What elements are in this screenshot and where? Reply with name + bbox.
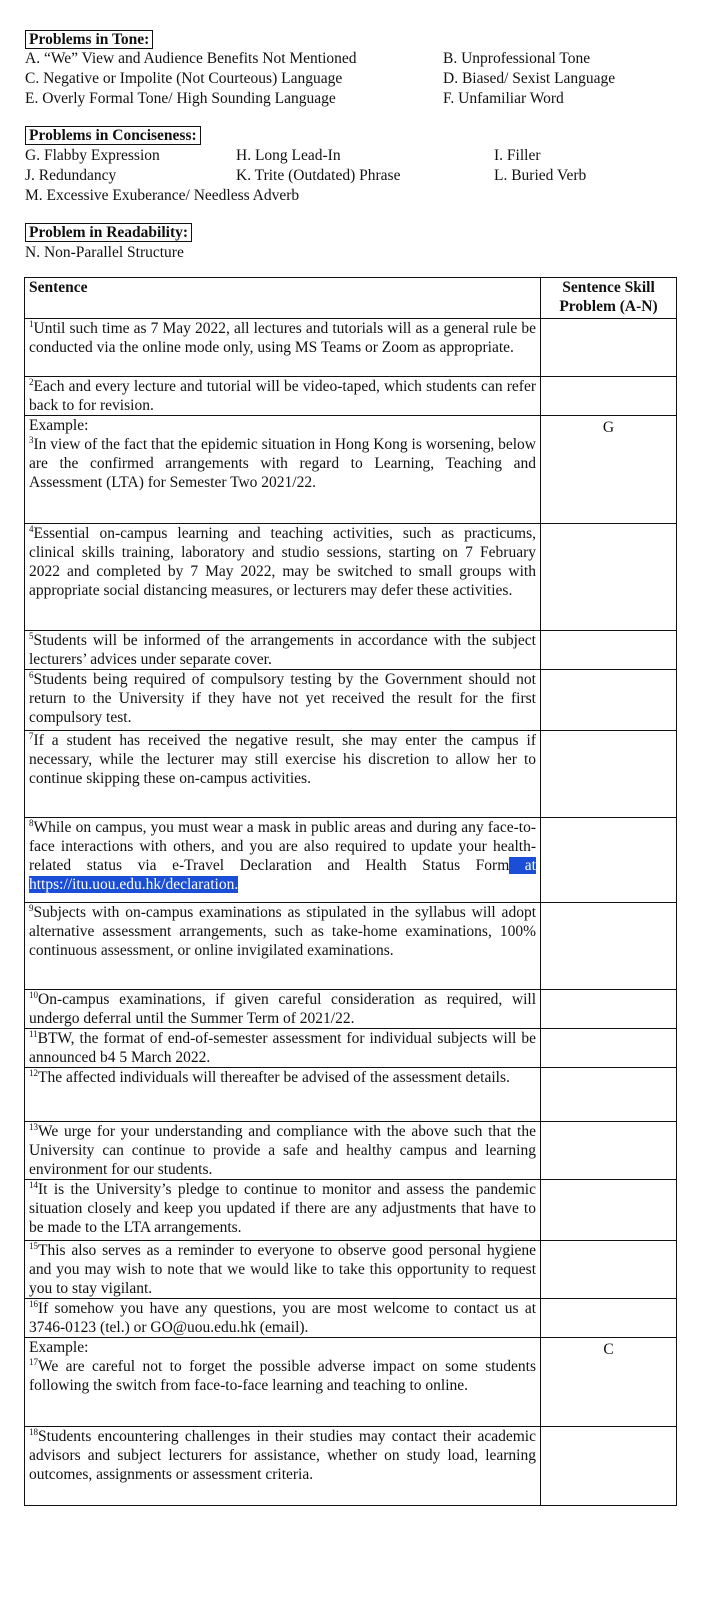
answer-cell-1[interactable] <box>541 319 677 377</box>
readability-heading: Problem in Readability: <box>25 223 192 242</box>
option-i: I. Filler <box>494 147 541 164</box>
table-row <box>25 670 677 731</box>
sentence-cell-1 <box>25 319 541 377</box>
table-row <box>25 1068 677 1122</box>
sentence-table <box>24 277 677 1506</box>
sentence-text-wrap <box>29 1357 536 1395</box>
option-c: C. Negative or Impolite (Not Courteous) Language <box>25 70 343 87</box>
sentence-text-wrap <box>29 818 536 894</box>
sentence-number: 4 <box>29 524 34 534</box>
sentence-number: 17 <box>29 1357 38 1367</box>
table-row <box>25 1241 677 1299</box>
sentence-cell-18 <box>25 1427 541 1506</box>
answer-cell-9[interactable] <box>541 903 677 990</box>
table-row <box>25 1299 677 1338</box>
sentence-text-wrap <box>29 1122 536 1179</box>
table-header-row <box>25 278 677 319</box>
answer-cell-8[interactable] <box>541 818 677 903</box>
sentence-text-wrap <box>29 1180 536 1237</box>
sentence-number: 1 <box>29 319 34 329</box>
sentence-cell-11 <box>25 1029 541 1068</box>
sentence-text-wrap <box>29 377 536 415</box>
sentence-cell-5 <box>25 631 541 670</box>
option-m: M. Excessive Exuberance/ Needless Adverb <box>25 187 300 204</box>
table-row <box>25 1122 677 1180</box>
sentence-number: 18 <box>29 1427 38 1437</box>
sentence-number: 13 <box>29 1122 38 1132</box>
tone-heading: Problems in Tone: <box>25 30 153 49</box>
sentence-text[interactable]: We urge for your understanding and compliance with the above such that the University can continue to provide a safe and healthy campus and learning environment for our students. <box>29 1123 536 1178</box>
sentence-cell-4 <box>25 524 541 631</box>
table-row <box>25 319 677 377</box>
answer-cell-12[interactable] <box>541 1068 677 1122</box>
sentence-cell-16 <box>25 1299 541 1338</box>
answer-cell-15[interactable] <box>541 1241 677 1299</box>
table-row <box>25 416 677 524</box>
sentence-text[interactable]: While on campus, you must wear a mask in public areas and during any face-to-face interactions with others, and you are also required to update your health-related status via e-Travel Declaration and Health Status Form <box>29 819 536 874</box>
sentence-cell-7 <box>25 731 541 818</box>
sentence-number: 10 <box>29 990 38 1000</box>
answer-cell-3[interactable]: G <box>541 416 677 524</box>
sentence-cell-14 <box>25 1180 541 1241</box>
sentence-text-wrap <box>29 731 536 788</box>
answer-cell-7[interactable] <box>541 731 677 818</box>
option-h: H. Long Lead-In <box>236 147 341 164</box>
sentence-text[interactable]: Students being required of compulsory testing by the Government should not return to the University if they have not yet received the result for the first compulsory test. <box>29 671 536 726</box>
sentence-number: 8 <box>29 818 34 828</box>
sentence-text-wrap <box>29 319 536 357</box>
option-f: F. Unfamiliar Word <box>443 90 564 107</box>
sentence-text-wrap <box>29 670 536 727</box>
option-n: N. Non-Parallel Structure <box>25 244 184 261</box>
sentence-text[interactable]: Each and every lecture and tutorial will be video-taped, which students can refer back to for revision. <box>29 378 536 414</box>
table-row <box>25 731 677 818</box>
header-sentence: Sentence <box>25 278 541 319</box>
highlighted-url-text[interactable]: at https://itu.uou.edu.hk/declaration. <box>29 857 536 893</box>
sentence-text[interactable]: If somehow you have any questions, you are most welcome to contact us at 3746-0123 (tel.) or GO@uou.edu.hk (email). <box>29 1300 536 1336</box>
sentence-text[interactable]: If a student has received the negative result, she may enter the campus if necessary, while the lecturer may still exercise his discretion to allow her to continue skipping these on-campus activities. <box>29 732 536 787</box>
sentence-cell-2 <box>25 377 541 416</box>
sentence-text-wrap <box>29 1427 536 1484</box>
sentence-text[interactable]: This also serves as a reminder to everyone to observe good personal hygiene and you may wish to note that we would like to take this opportunity to request you to stay vigilant. <box>29 1242 536 1297</box>
sentence-number: 15 <box>29 1241 38 1251</box>
sentence-text-wrap <box>29 990 536 1028</box>
sentence-number: 11 <box>29 1029 38 1039</box>
sentence-number: 6 <box>29 670 34 680</box>
sentence-text[interactable]: We are careful not to forget the possible adverse impact on some students following the switch from face-to-face learning and teaching to online. <box>29 1358 536 1394</box>
sentence-text-wrap <box>29 1241 536 1298</box>
sentence-cell-6 <box>25 670 541 731</box>
sentence-text[interactable]: Students encountering challenges in their studies may contact their academic advisors and subject lecturers for assistance, whether on study load, learning outcomes, assignments or assessment criteria. <box>29 1428 536 1483</box>
header-problem: Sentence Skill Problem (A-N) <box>541 278 677 319</box>
sentence-number: 14 <box>29 1180 38 1190</box>
sentence-number: 2 <box>29 377 34 387</box>
table-row <box>25 1427 677 1506</box>
sentence-number: 7 <box>29 731 34 741</box>
table-row <box>25 377 677 416</box>
sentence-text[interactable]: On-campus examinations, if given careful consideration as required, will undergo deferral until the Summer Term of 2021/22. <box>29 991 536 1027</box>
answer-cell-13[interactable] <box>541 1122 677 1180</box>
option-j: J. Redundancy <box>25 167 117 184</box>
sentence-text[interactable]: BTW, the format of end-of-semester assessment for individual subjects will be announced b4 5 March 2022. <box>29 1030 536 1066</box>
answer-cell-11[interactable] <box>541 1029 677 1068</box>
sentence-number: 9 <box>29 903 34 913</box>
sentence-text-wrap <box>29 903 536 960</box>
sentence-cell-9 <box>25 903 541 990</box>
option-a: A. “We” View and Audience Benefits Not Mentioned <box>25 50 357 67</box>
sentence-text-wrap <box>29 435 536 492</box>
answer-cell-10[interactable] <box>541 990 677 1029</box>
option-k: K. Trite (Outdated) Phrase <box>236 167 401 184</box>
table-row <box>25 1180 677 1241</box>
answer-cell-6[interactable] <box>541 670 677 731</box>
table-row <box>25 524 677 631</box>
example-label: Example: <box>29 417 89 434</box>
sentence-text-wrap <box>29 631 536 669</box>
option-l: L. Buried Verb <box>494 167 587 184</box>
sentence-text[interactable]: The affected individuals will thereafter be advised of the assessment details. <box>38 1069 510 1086</box>
example-label: Example: <box>29 1339 89 1356</box>
answer-cell-2[interactable] <box>541 377 677 416</box>
sentence-cell-12 <box>25 1068 541 1122</box>
table-row <box>25 990 677 1029</box>
option-g: G. Flabby Expression <box>25 147 160 164</box>
table-row <box>25 631 677 670</box>
sentence-text[interactable]: Essential on-campus learning and teaching activities, such as practicums, clinical skills training, laboratory and studio sessions, starting on 7 February 2022 and completed by 7 May 2022, may be switched to small groups with appropriate social distancing measures, or lecturers may defer these activities. <box>29 525 536 599</box>
sentence-cell-10 <box>25 990 541 1029</box>
answer-cell-14[interactable] <box>541 1180 677 1241</box>
sentence-cell-13 <box>25 1122 541 1180</box>
sentence-text[interactable]: Until such time as 7 May 2022, all lectures and tutorials will as a general rule be conducted via the online mode only, using MS Teams or Zoom as appropriate. <box>29 320 536 356</box>
option-b: B. Unprofessional Tone <box>443 50 591 67</box>
sentence-number: 12 <box>29 1068 38 1078</box>
table-row <box>25 903 677 990</box>
sentence-number: 16 <box>29 1299 38 1309</box>
answer-cell-17[interactable]: C <box>541 1338 677 1427</box>
sentence-text[interactable]: Subjects with on-campus examinations as stipulated in the syllabus will adopt alternative assessment arrangements, such as take-home examinations, 100% continuous assessment, or online invigilated examinations. <box>29 904 536 959</box>
answer-cell-4[interactable] <box>541 524 677 631</box>
sentence-text[interactable]: It is the University’s pledge to continue to monitor and assess the pandemic situation closely and keep you updated if there are any adjustments that have to be made to the LTA arrangements. <box>29 1181 536 1236</box>
table-row <box>25 1029 677 1068</box>
sentence-cell-8 <box>25 818 541 903</box>
sentence-text-wrap <box>29 1068 536 1087</box>
table-row <box>25 818 677 903</box>
sentence-number: 5 <box>29 631 34 641</box>
sentence-text-wrap <box>29 524 536 600</box>
sentence-cell-3 <box>25 416 541 524</box>
answer-cell-5[interactable] <box>541 631 677 670</box>
sentence-cell-17 <box>25 1338 541 1427</box>
conciseness-heading: Problems in Conciseness: <box>25 126 201 145</box>
answer-cell-16[interactable] <box>541 1299 677 1338</box>
sentence-text-wrap <box>29 1299 536 1337</box>
option-d: D. Biased/ Sexist Language <box>443 70 616 87</box>
sentence-number: 3 <box>29 435 34 445</box>
sentence-text[interactable]: Students will be informed of the arrangements in accordance with the subject lecturers’ advices under separate cover. <box>29 632 536 668</box>
sentence-text-wrap <box>29 1029 536 1067</box>
table-row <box>25 1338 677 1427</box>
sentence-cell-15 <box>25 1241 541 1299</box>
sentence-text[interactable]: In view of the fact that the epidemic situation in Hong Kong is worsening, below are the confirmed arrangements with regard to Learning, Teaching and Assessment (LTA) for Semester Two 2021/22. <box>29 436 536 491</box>
answer-cell-18[interactable] <box>541 1427 677 1506</box>
option-e: E. Overly Formal Tone/ High Sounding Language <box>25 90 336 107</box>
